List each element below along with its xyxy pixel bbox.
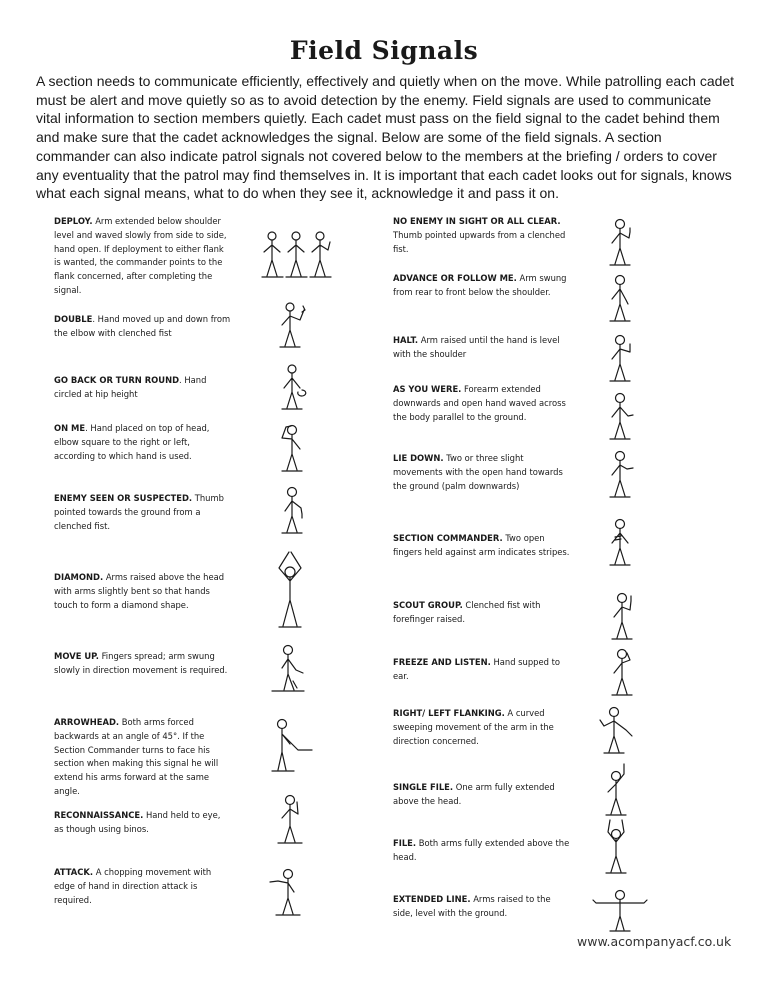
signal-title: GO BACK OR TURN ROUND (54, 375, 180, 385)
signal-description: Hand supped to ear. (393, 657, 561, 681)
signal-arrowhead (54, 716, 232, 799)
signal-description: Arms raised to the side, level with the ground. (393, 894, 551, 918)
reconnaissance-figure-icon (270, 790, 314, 848)
signal-title: MOVE UP. (54, 651, 99, 661)
signal-title: ARROWHEAD. (54, 717, 120, 727)
move-up-figure-icon (268, 640, 312, 698)
as-you-were-figure-icon (602, 388, 646, 444)
signal-description: Two or three slight movements with the open hand towards the ground (palm downwards) (393, 453, 563, 491)
on-me-figure-icon (272, 420, 316, 476)
signal-section-commander (393, 532, 571, 560)
advance-figure-icon (602, 270, 646, 326)
three-figures-deploy-icon (258, 228, 338, 284)
signal-file (393, 837, 571, 865)
signal-go-back (54, 374, 232, 402)
lie-down-figure-icon (602, 446, 646, 502)
signal-flanking (393, 707, 571, 748)
signal-on-me (54, 422, 232, 463)
page-title: Field Signals (289, 36, 479, 65)
signal-description: Forearm extended downwards and open hand waved across the body parallel to the ground. (393, 384, 566, 422)
signal-title: SINGLE FILE. (393, 782, 454, 792)
signal-description: . Hand placed on top of head, elbow square to the right or left, according to which hand is used. (54, 423, 210, 461)
signal-title: ADVANCE OR FOLLOW ME. (393, 273, 517, 283)
section-commander-figure-icon (602, 514, 646, 570)
arrowhead-figure-icon (268, 714, 324, 776)
signal-description: One arm fully extended above the head. (393, 782, 555, 806)
signal-attack (54, 866, 232, 907)
signal-description: A curved sweeping movement of the arm in the direction concerned. (393, 708, 554, 746)
flanking-figure-icon (592, 702, 648, 760)
signal-diamond (54, 571, 232, 612)
signal-description: Thumb pointed upwards from a clenched fist. (393, 229, 566, 254)
signal-deploy (54, 215, 232, 298)
signal-description: Fingers spread; arm swung slowly in direction movement is required. (54, 651, 228, 675)
signal-description: Arms raised above the head with arms slightly bent so that hands touch to form a diamond shape. (54, 572, 225, 610)
footer-url: www.acompanyacf.co.uk (577, 934, 732, 949)
signal-title: DEPLOY. (54, 216, 93, 226)
signal-as-you-were (393, 383, 571, 424)
scout-group-figure-icon (604, 588, 648, 644)
signal-extended-line (393, 893, 571, 921)
signal-scout-group (393, 599, 571, 627)
extended-line-figure-icon (590, 888, 650, 934)
go-back-figure-icon (272, 362, 316, 414)
signal-title: AS YOU WERE. (393, 384, 462, 394)
signal-description: A chopping movement with edge of hand in direction attack is required. (54, 867, 212, 905)
signal-description: Clenched fist with forefinger raised. (393, 600, 541, 624)
single-file-figure-icon (598, 758, 642, 820)
signal-title: FILE. (393, 838, 417, 848)
signal-description: Both arms forced backwards at an angle of 45°. If the Section Commander turns to face his section when making this signal he will extend his arms forward at the same angle. (54, 717, 219, 796)
signal-title: LIE DOWN. (393, 453, 444, 463)
diamond-figure-icon (270, 546, 310, 632)
signal-description: Both arms fully extended above the head. (393, 838, 570, 862)
signal-single-file (393, 781, 571, 809)
signal-all-clear (393, 215, 571, 256)
all-clear-figure-icon (602, 214, 646, 270)
signal-title: ENEMY SEEN OR SUSPECTED. (54, 493, 193, 503)
signal-title: RECONNAISSANCE. (54, 810, 144, 820)
signal-title: EXTENDED LINE. (393, 894, 471, 904)
signal-title: FREEZE AND LISTEN. (393, 657, 491, 667)
enemy-seen-figure-icon (272, 482, 316, 538)
signal-description: Arm extended below shoulder level and waved slowly from side to side, hand open. If deployment to either flank is wanted, the commander points to the flank concerned, after completing the signal. (54, 216, 227, 295)
signal-double (54, 313, 232, 341)
signal-advance (393, 272, 571, 300)
signal-description: Two open fingers held against arm indicates stripes. (393, 533, 570, 557)
signal-title: HALT. (393, 335, 419, 345)
signal-enemy-seen (54, 492, 232, 533)
signal-freeze-listen (393, 656, 571, 684)
signal-lie-down (393, 452, 571, 493)
file-figure-icon (598, 814, 642, 876)
signal-reconnaissance (54, 809, 232, 837)
intro-paragraph: A section needs to communicate efficiently, effectively and quietly when on the move. While patrolling each cadet must be alert and move quietly so as to avoid detection by the enemy. Field signals are used to communicate vital information to section members quietly. Each cadet must pass on the field signal to the cadet behind them and make sure that the cadet acknowledges the signal. Below are some of the field signals. A section commander can also indicate patrol signals not covered below to the members at the briefing / orders to cover any eventuality that the patrol may find themselves in. It is important that each cadet looks out for signals, knows what each signal means, what to do when they see it, acknowledge it and pass it on. (36, 73, 735, 202)
signal-description: Hand held to eye, as though using binos. (54, 810, 221, 834)
double-figure-icon (272, 300, 316, 352)
signal-title: ATTACK. (54, 867, 94, 877)
signal-title: NO ENEMY IN SIGHT OR ALL CLEAR. (393, 216, 561, 226)
freeze-listen-figure-icon (604, 644, 648, 700)
signal-move-up (54, 650, 232, 678)
signal-description: Thumb pointed towards the ground from a clenched fist. (54, 493, 224, 531)
signal-halt (393, 334, 571, 362)
signal-title: DIAMOND. (54, 572, 104, 582)
signal-title: SCOUT GROUP. (393, 600, 463, 610)
signal-description: . Hand circled at hip height (54, 375, 207, 399)
signal-title: ON ME (54, 423, 86, 433)
signal-description: . Hand moved up and down from the elbow with clenched fist (54, 314, 231, 338)
signal-title: DOUBLE (54, 314, 93, 324)
signal-title: SECTION COMMANDER. (393, 533, 503, 543)
attack-figure-icon (264, 864, 314, 920)
signal-title: RIGHT/ LEFT FLANKING. (393, 708, 505, 718)
signal-description: Arm raised until the hand is level with the shoulder (393, 335, 560, 359)
halt-figure-icon (602, 330, 646, 386)
signal-description: Arm swung from rear to front below the shoulder. (393, 273, 567, 297)
